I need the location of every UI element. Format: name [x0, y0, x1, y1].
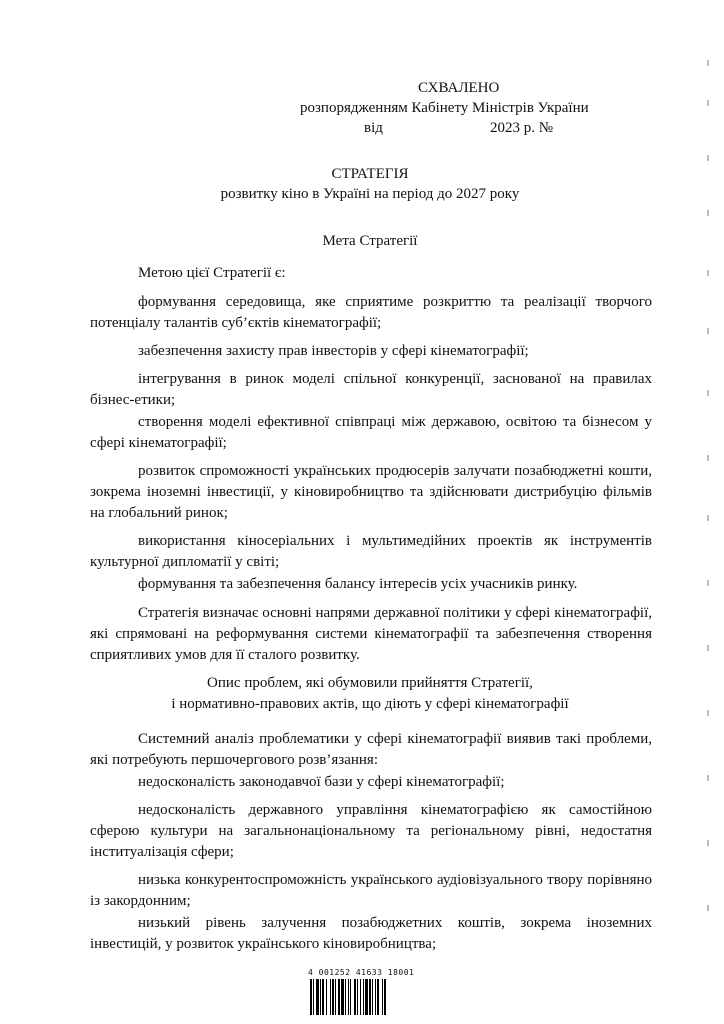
document-title: СТРАТЕГІЯ	[331, 166, 409, 182]
goal-item: створення моделі ефективної співпраці між державою, освітою та бізнесом у сфері кінематографії;	[90, 414, 652, 451]
goal-closing: Стратегія визначає основні напрями державної політики у сфері кінематографії, які спрямовані на реформування системи кінематографії та забезпечення створення сприятливих умов для її сталого розвитку.	[90, 605, 652, 663]
goal-item: забезпечення захисту прав інвесторів у сфері кінематографії;	[138, 343, 529, 359]
problem-item: недосконалість державного управління кінематографією як самостійною сферою культури на загальнонаціональному та регіональному рівні, недостатня інституалізація сфери;	[90, 802, 652, 860]
goal-item: формування та забезпечення балансу інтересів усіх учасників ринку.	[138, 576, 578, 592]
document-barcode	[308, 968, 448, 1018]
problems-heading-line2: і нормативно-правових актів, що діють у сфері кінематографії	[171, 696, 569, 712]
approval-title: СХВАЛЕНО	[418, 80, 500, 96]
approval-authority: розпорядженням Кабінету Міністрів України	[300, 100, 589, 116]
approval-year-number: 2023 р. №	[490, 120, 554, 136]
document-subtitle: розвитку кіно в Україні на період до 2027 року	[220, 186, 520, 202]
problem-item: недосконалість законодавчої бази у сфері кінематографії;	[138, 774, 505, 790]
scan-margin-marks	[705, 60, 711, 940]
problem-item: низька конкурентоспроможність українського аудіовізуального твору порівняно із закордонним;	[90, 872, 652, 909]
goal-intro: Метою цієї Стратегії є:	[138, 265, 286, 281]
problem-item: низький рівень залучення позабюджетних коштів, зокрема іноземних інвестицій, у розвиток українського кіновиробництва;	[90, 915, 652, 952]
barcode-icon	[310, 979, 446, 1015]
approval-date-prefix: від	[364, 120, 383, 136]
problems-intro: Системний аналіз проблематики у сфері кінематографії виявив такі проблеми, які потребують першочергового розв’язання:	[90, 731, 652, 768]
goal-item: формування середовища, яке сприятиме розкриттю та реалізації творчого потенціалу талантів суб’єктів кінематографії;	[90, 294, 652, 331]
problems-heading-line1: Опис проблем, які обумовили прийняття Стратегії,	[207, 675, 533, 691]
goal-item: розвиток спроможності українських продюсерів залучати позабюджетні кошти, зокрема іноземні інвестиції, у кіновиробництво та здійснювати дистрибуцію фільмів на глобальний ринок;	[90, 463, 652, 521]
barcode-number: 4 001252 41633 18001	[308, 968, 415, 977]
goal-item: інтегрування в ринок моделі спільної конкуренції, заснованої на правилах бізнес-етики;	[90, 371, 652, 408]
goal-item: використання кіносеріальних і мультимедійних проектів як інструментів культурної дипломатії у світі;	[90, 533, 652, 570]
goal-heading: Мета Стратегії	[322, 233, 418, 249]
